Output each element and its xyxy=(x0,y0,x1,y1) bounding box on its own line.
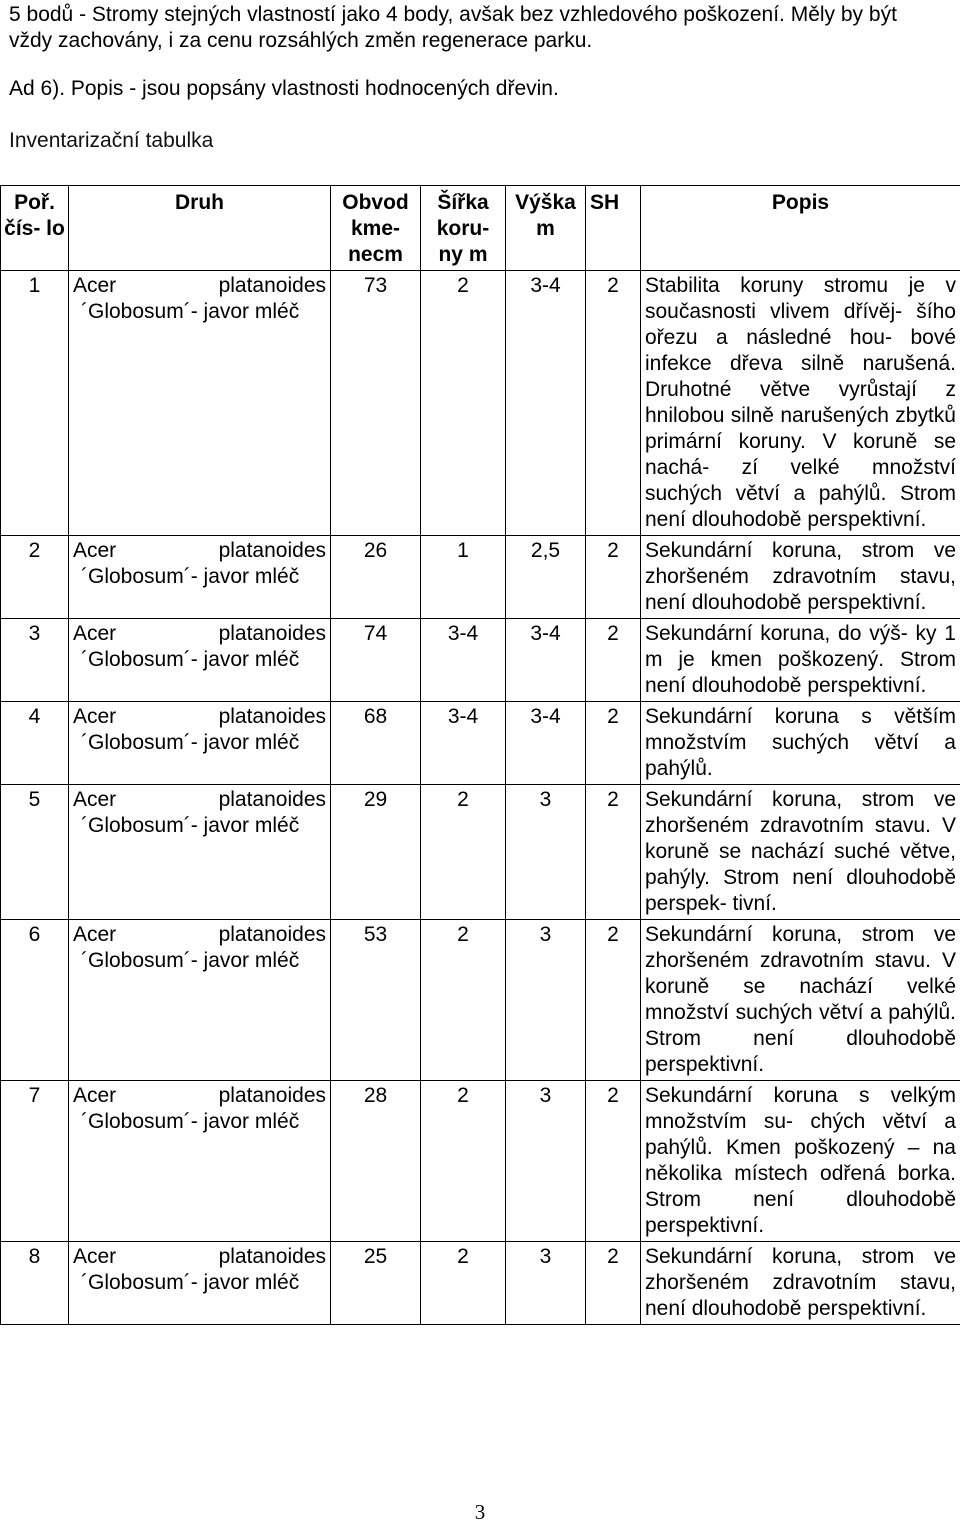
cell-species xyxy=(69,271,331,536)
cell-order-number: 8 xyxy=(1,1242,69,1325)
cell-sh: 2 xyxy=(586,1242,641,1325)
header-description: Popis xyxy=(641,186,960,271)
table-row xyxy=(1,271,960,536)
species-cultivar: ´Globosum´- javor mléč xyxy=(73,564,326,590)
cell-description: Stabilita koruny stromu je v současnosti vlivem dřívěj- šího ořezu a následné hou- bové infekce dřeva silně narušená. Druhotné větve vyrůstají z hnilobou silně narušených zbytků primární koruny. V koruně se nachá- zí velké množství suchých větví a pahýlů. Strom není dlouhodobě perspektivní. xyxy=(641,271,960,536)
cell-description: Sekundární koruna, strom ve zhoršeném zdravotním stavu. V koruně se nachází suché větve, pahýly. Strom není dlouhodobě perspek- tivní. xyxy=(641,785,960,920)
cell-crown-width: 2 xyxy=(421,785,506,920)
species-cultivar: ´Globosum´- javor mléč xyxy=(73,1109,326,1135)
cell-species xyxy=(69,702,331,785)
page-number: 3 xyxy=(0,1500,960,1525)
cell-trunk-circumference: 73 xyxy=(331,271,421,536)
cell-order-number: 2 xyxy=(1,536,69,619)
table-row xyxy=(1,702,960,785)
cell-sh: 2 xyxy=(586,536,641,619)
species-name: Acer platanoides xyxy=(73,1244,326,1270)
cell-species xyxy=(69,619,331,702)
cell-description: Sekundární koruna, strom ve zhoršeném zdravotním stavu. V koruně se nachází velké množství suchých větví a pahýlů. Strom není dlouhodobě perspektivní. xyxy=(641,920,960,1081)
cell-sh: 2 xyxy=(586,271,641,536)
species-name: Acer platanoides xyxy=(73,1083,326,1109)
cell-sh: 2 xyxy=(586,1081,641,1242)
species-cultivar: ´Globosum´- javor mléč xyxy=(73,647,326,673)
intro-paragraph-description: Ad 6). Popis - jsou popsány vlastnosti hodnocených dřevin. xyxy=(9,76,559,102)
table-row xyxy=(1,619,960,702)
cell-height: 3-4 xyxy=(506,702,586,785)
cell-species xyxy=(69,920,331,1081)
cell-height: 2,5 xyxy=(506,536,586,619)
cell-trunk-circumference: 74 xyxy=(331,619,421,702)
cell-trunk-circumference: 29 xyxy=(331,785,421,920)
cell-crown-width: 2 xyxy=(421,1242,506,1325)
cell-species xyxy=(69,1081,331,1242)
cell-sh: 2 xyxy=(586,619,641,702)
cell-sh: 2 xyxy=(586,785,641,920)
table-row xyxy=(1,1081,960,1242)
cell-sh: 2 xyxy=(586,702,641,785)
cell-height: 3-4 xyxy=(506,271,586,536)
table-row xyxy=(1,920,960,1081)
species-cultivar: ´Globosum´- javor mléč xyxy=(73,299,326,325)
header-crown-width: Šířka koru- ny m xyxy=(421,186,506,271)
cell-description: Sekundární koruna, do výš- ky 1 m je kmen poškozený. Strom není dlouhodobě perspektivní. xyxy=(641,619,960,702)
cell-height: 3-4 xyxy=(506,619,586,702)
cell-height: 3 xyxy=(506,1081,586,1242)
cell-crown-width: 2 xyxy=(421,271,506,536)
cell-height: 3 xyxy=(506,1242,586,1325)
cell-species xyxy=(69,536,331,619)
species-cultivar: ´Globosum´- javor mléč xyxy=(73,1270,326,1296)
cell-description: Sekundární koruna s velkým množstvím su- chých větví a pahýlů. Kmen poškozený – na několika místech odřená borka. Strom není dlouhodobě perspektivní. xyxy=(641,1081,960,1242)
species-name: Acer platanoides xyxy=(73,787,326,813)
table-header-row xyxy=(1,186,960,271)
table-row xyxy=(1,785,960,920)
header-trunk-circumference: Obvod kme- necm xyxy=(331,186,421,271)
cell-height: 3 xyxy=(506,785,586,920)
cell-trunk-circumference: 25 xyxy=(331,1242,421,1325)
species-name: Acer platanoides xyxy=(73,922,326,948)
cell-order-number: 6 xyxy=(1,920,69,1081)
cell-height: 3 xyxy=(506,920,586,1081)
table-row xyxy=(1,1242,960,1325)
cell-crown-width: 2 xyxy=(421,920,506,1081)
species-cultivar: ´Globosum´- javor mléč xyxy=(73,730,326,756)
species-name: Acer platanoides xyxy=(73,704,326,730)
cell-trunk-circumference: 28 xyxy=(331,1081,421,1242)
cell-crown-width: 2 xyxy=(421,1081,506,1242)
cell-description: Sekundární koruna s větším množstvím suchých větví a pahýlů. xyxy=(641,702,960,785)
species-cultivar: ´Globosum´- javor mléč xyxy=(73,948,326,974)
cell-species xyxy=(69,785,331,920)
table-heading: Inventarizační tabulka xyxy=(9,128,213,154)
species-name: Acer platanoides xyxy=(73,538,326,564)
header-species: Druh xyxy=(69,186,331,271)
table-row xyxy=(1,536,960,619)
species-cultivar: ´Globosum´- javor mléč xyxy=(73,813,326,839)
cell-order-number: 1 xyxy=(1,271,69,536)
cell-trunk-circumference: 68 xyxy=(331,702,421,785)
species-name: Acer platanoides xyxy=(73,621,326,647)
intro-paragraph-points: 5 bodů - Stromy stejných vlastností jako 4 body, avšak bez vzhledového poškození. Měly by být vždy zachovány, i za cenu rozsáhlých změn regenerace parku. xyxy=(9,2,944,54)
cell-sh: 2 xyxy=(586,920,641,1081)
species-name: Acer platanoides xyxy=(73,273,326,299)
header-sh: SH xyxy=(586,186,641,271)
cell-order-number: 4 xyxy=(1,702,69,785)
cell-trunk-circumference: 26 xyxy=(331,536,421,619)
cell-species xyxy=(69,1242,331,1325)
cell-crown-width: 1 xyxy=(421,536,506,619)
cell-trunk-circumference: 53 xyxy=(331,920,421,1081)
inventory-table xyxy=(0,185,960,1325)
cell-description: Sekundární koruna, strom ve zhoršeném zdravotním stavu, není dlouhodobě perspektivní. xyxy=(641,536,960,619)
header-order-number: Poř. čís- lo xyxy=(1,186,69,271)
cell-order-number: 7 xyxy=(1,1081,69,1242)
cell-order-number: 3 xyxy=(1,619,69,702)
cell-crown-width: 3-4 xyxy=(421,619,506,702)
cell-description: Sekundární koruna, strom ve zhoršeném zdravotním stavu, není dlouhodobě perspektivní. xyxy=(641,1242,960,1325)
cell-order-number: 5 xyxy=(1,785,69,920)
header-height: Výška m xyxy=(506,186,586,271)
cell-crown-width: 3-4 xyxy=(421,702,506,785)
